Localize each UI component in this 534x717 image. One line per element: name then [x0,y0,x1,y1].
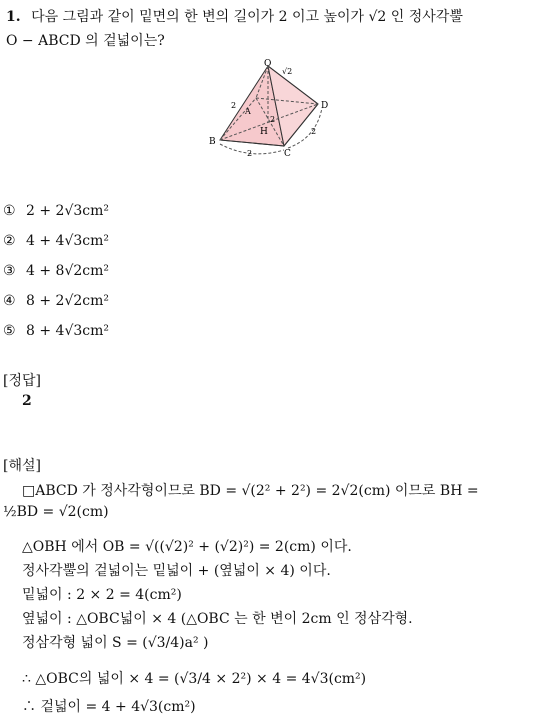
choice-2[interactable] [3,233,109,249]
label-h: H [260,127,268,137]
label-b: B [209,137,216,147]
label-side-bottom: 2 [247,149,253,158]
explanation-line-7: 정삼각형 넓이 S = (√3/4)a² ) [22,635,209,651]
choice-1[interactable] [3,203,109,219]
explanation-line-8: ∴ △OBC의 넓이 × 4 = (√3/4 × 2²) × 4 = 4√3(cm²) [22,671,367,687]
choice-marker: ② [3,233,16,249]
answer-value: 2 [22,393,32,409]
choice-4[interactable] [3,293,109,309]
pyramid-figure [200,56,340,166]
choice-text: 8 + 4√3cm² [26,323,110,339]
answer-label: [정답] [3,373,41,389]
question-text-1: 다음 그림과 같이 밑면의 한 변의 길이가 2 이고 높이가 √2 인 정사각뿔 [31,9,463,25]
explanation-line-2: ½BD = √2(cm) [3,504,109,520]
choice-5[interactable] [3,323,109,339]
choice-text: 4 + 8√2cm² [26,263,110,279]
question-number: 1. [6,9,21,25]
choice-text: 2 + 2√3cm² [26,203,110,219]
explanation-line-9: ∴ 겉넓이 = 4 + 4√3(cm²) [22,699,196,715]
label-o: O [264,59,272,69]
choice-text: 8 + 2√2cm² [26,293,110,309]
question-text-2: O − ABCD 의 겉넓이는? [6,33,165,49]
choice-3[interactable] [3,263,109,279]
label-side-right: 2 [311,127,317,136]
choice-marker: ③ [3,263,16,279]
choice-text: 4 + 4√3cm² [26,233,110,249]
explanation-label: [해설] [3,458,41,474]
choice-marker: ④ [3,293,16,309]
label-root2: √2 [282,67,293,76]
explanation-line-4: 정사각뿔의 겉넓이는 밑넓이 + (옆넓이 × 4) 이다. [22,563,331,579]
explanation-line-6: 옆넓이 : △OBC넓이 × 4 (△OBC 는 한 변이 2cm 인 정삼각형. [22,611,413,627]
choice-marker: ① [3,203,16,219]
explanation-line-1: □ABCD 가 정사각형이므로 BD = √(2² + 2²) = 2√2(cm) 이므로 BH = [22,483,479,499]
label-a: A [245,107,251,116]
question-line-1 [6,6,463,26]
label-side-left: 2 [231,101,237,110]
choice-marker: ⑤ [3,323,16,339]
explanation-line-3: △OBH 에서 OB = √((√2)² + (√2)²) = 2(cm) 이다. [22,539,352,555]
label-c: C [284,149,291,159]
explanation-line-5: 밑넓이 : 2 × 2 = 4(cm²) [22,587,182,603]
label-half-diag: 2 [270,115,276,124]
label-d: D [321,101,329,111]
